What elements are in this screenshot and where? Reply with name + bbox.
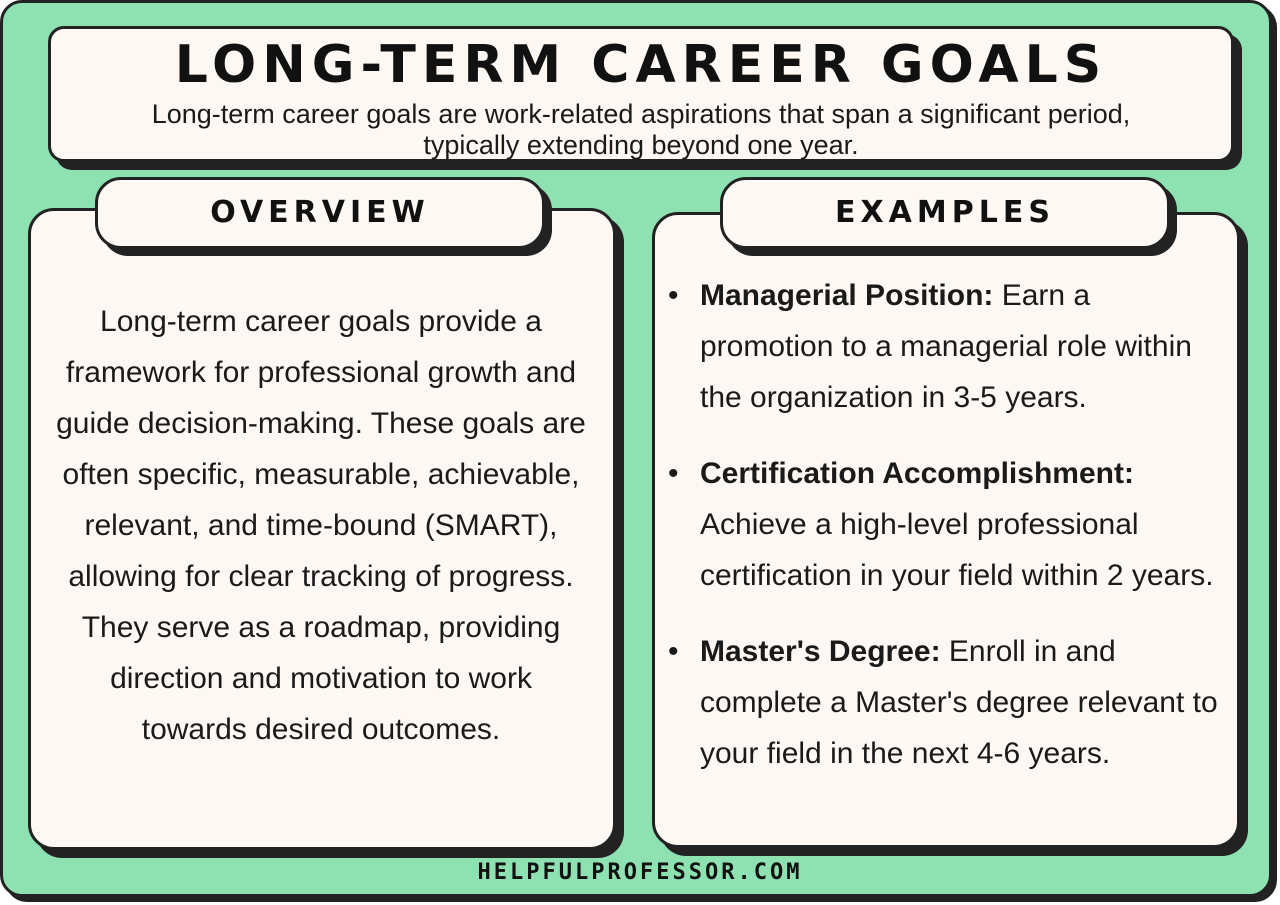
page-subtitle: Long-term career goals are work-related aspirations that span a significant period, typically extending beyond one year.	[151, 99, 1131, 160]
example-item	[664, 448, 1224, 601]
example-text: Earn a promotion to a managerial role within the organization in 3-5 years.	[700, 279, 1192, 414]
page-title: LONG-TERM CAREER GOALS	[174, 35, 1108, 95]
example-title: Master's Degree:	[700, 635, 941, 668]
example-item	[664, 270, 1224, 423]
bullet-icon: •	[668, 635, 679, 668]
example-text: Achieve a high-level professional certification in your field within 2 years.	[700, 508, 1214, 592]
example-title: Managerial Position:	[700, 279, 994, 312]
header-card	[48, 26, 1234, 162]
footer-site-link[interactable]: HELPFULPROFESSOR.COM	[477, 860, 803, 885]
overview-body: Long-term career goals provide a framework for professional growth and guide decision-making. These goals are often specific, measurable, achievable, relevant, and time-bound (SMART), allowing for clear tracking of progress. They serve as a roadmap, providing direction and motivation to work towards desired outcomes.	[56, 305, 586, 746]
overview-heading: OVERVIEW	[95, 177, 545, 249]
example-title: Certification Accomplishment:	[700, 457, 1134, 490]
examples-list	[664, 270, 1224, 804]
bullet-icon: •	[668, 457, 679, 490]
example-item	[664, 626, 1224, 779]
bullet-icon: •	[668, 279, 679, 312]
example-text: Enroll in and complete a Master's degree relevant to your field in the next 4-6 years.	[700, 635, 1218, 770]
examples-heading: EXAMPLES	[720, 177, 1170, 249]
